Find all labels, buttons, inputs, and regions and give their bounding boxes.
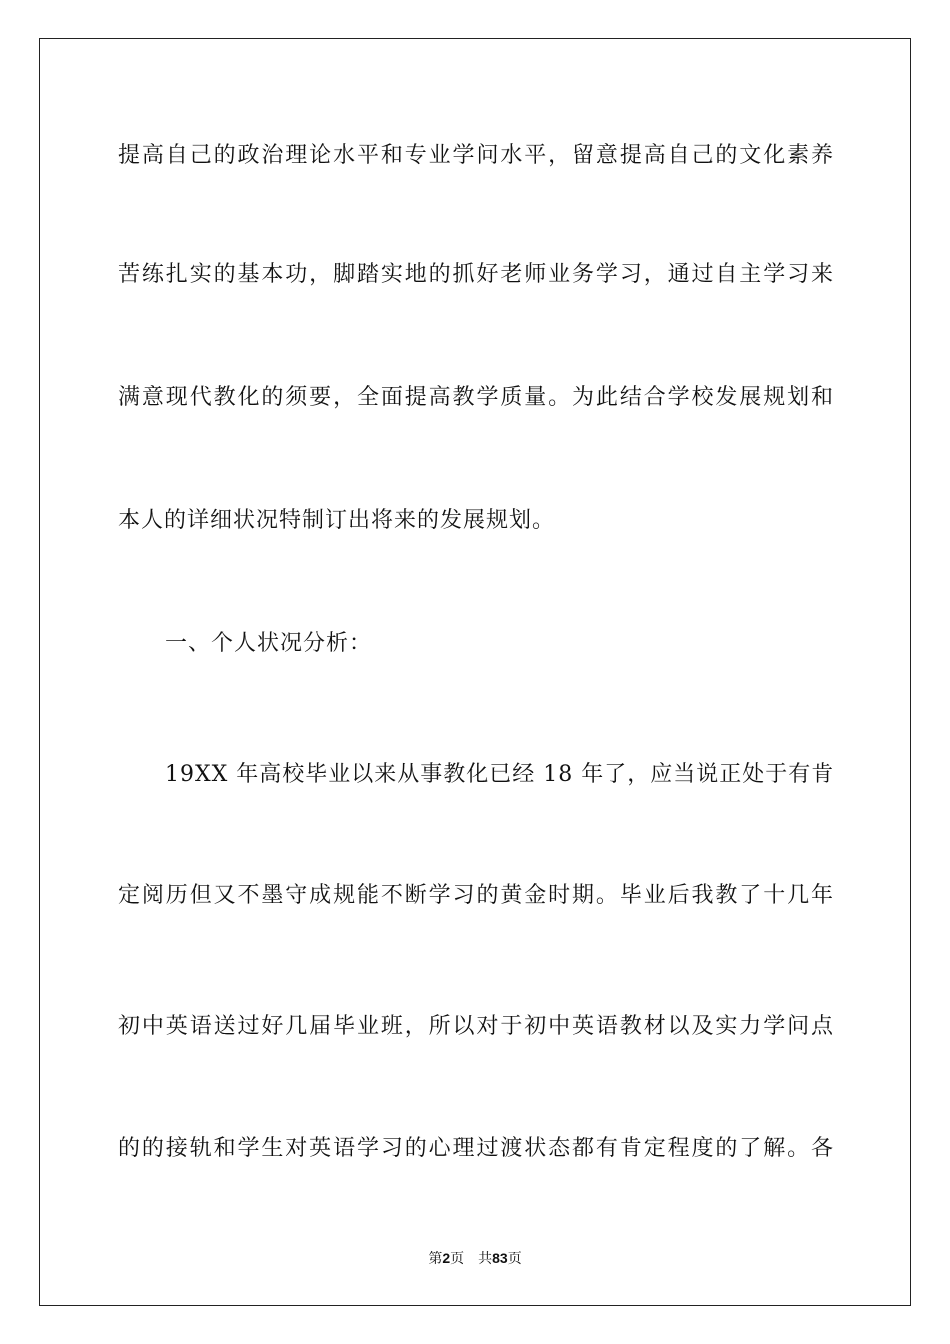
body-text-line-7: 初中英语送过好几届毕业班，所以对于初中英语教材以及实力学问点 bbox=[118, 1014, 834, 1039]
body-text-line-8: 的的接轨和学生对英语学习的心理过渡状态都有肯定程度的了解。各 bbox=[118, 1136, 834, 1161]
total-pages: 83 bbox=[492, 1250, 508, 1266]
section-heading: 一、个人状况分析： bbox=[165, 631, 373, 656]
body-text-line-5: 19XX 年高校毕业以来从事教化已经 18 年了，应当说正处于有肯 bbox=[165, 762, 835, 787]
page-label-suffix: 页 bbox=[450, 1251, 465, 1267]
page-footer bbox=[0, 1249, 950, 1268]
total-label-prefix: 共 bbox=[478, 1251, 493, 1267]
body-text-line-3: 满意现代教化的须要，全面提高教学质量。为此结合学校发展规划和 bbox=[118, 385, 834, 410]
body-text-line-2: 苦练扎实的基本功，脚踏实地的抓好老师业务学习，通过自主学习来 bbox=[118, 262, 834, 287]
total-label-suffix: 页 bbox=[507, 1251, 522, 1267]
body-text-line-1: 提高自己的政治理论水平和专业学问水平，留意提高自己的文化素养 bbox=[118, 143, 834, 168]
page-number: 2 bbox=[442, 1250, 451, 1266]
body-text-line-6: 定阅历但又不墨守成规能不断学习的黄金时期。毕业后我教了十几年 bbox=[118, 883, 834, 908]
body-text-line-4: 本人的详细状况特制订出将来的发展规划。 bbox=[118, 508, 556, 533]
page-border bbox=[39, 38, 911, 1306]
page-label-prefix: 第 bbox=[428, 1251, 443, 1267]
